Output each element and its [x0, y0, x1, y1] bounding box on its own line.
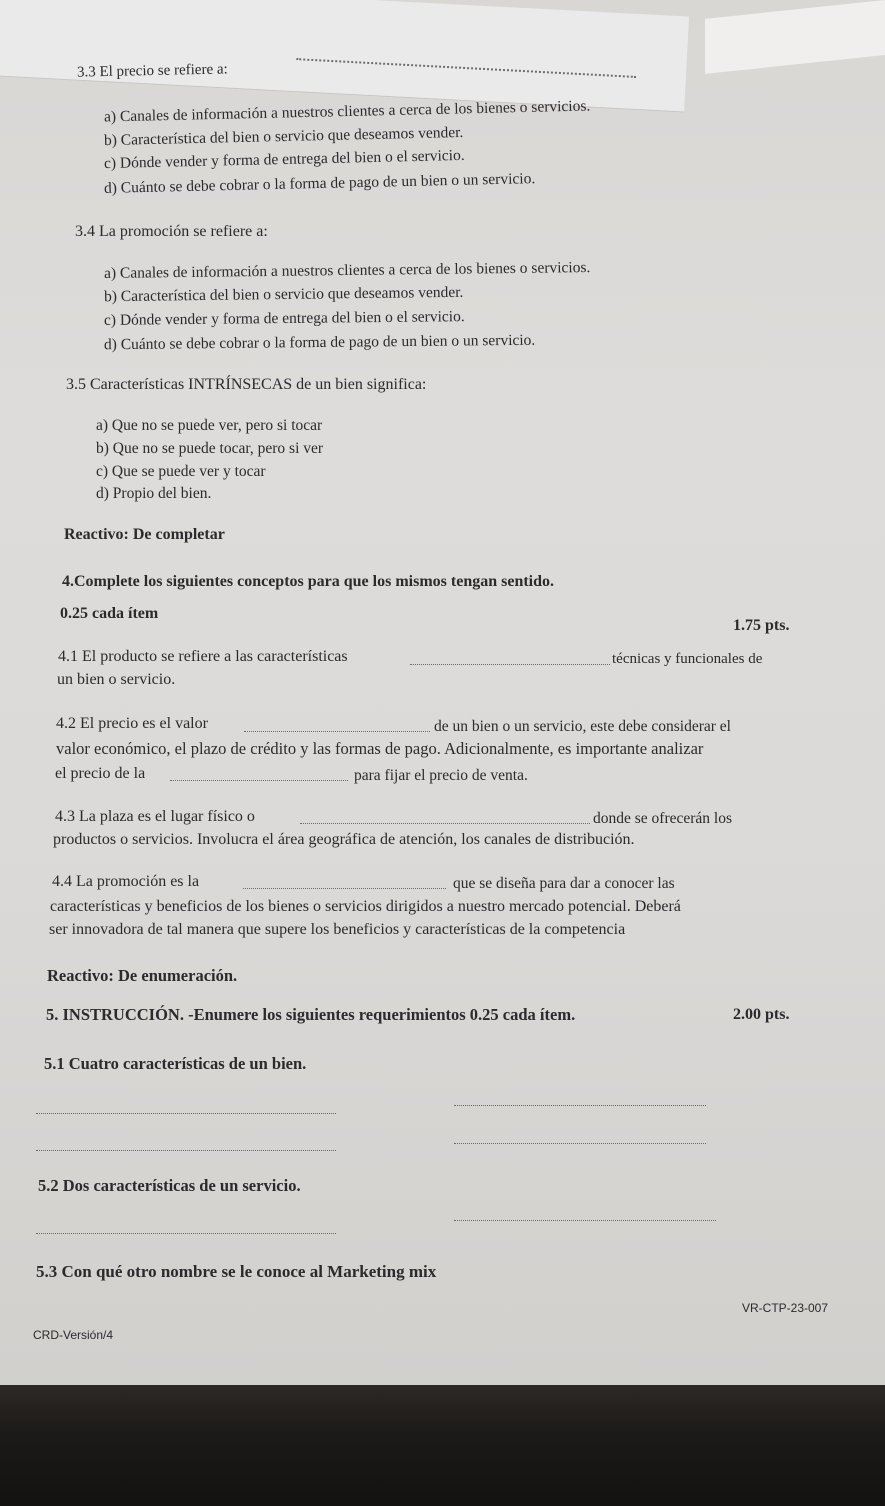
- q34-option-d: d) Cuánto se debe cobrar o la forma de pago de un bien o un servicio.: [103, 331, 536, 354]
- question-3-5-title: 3.5 Características INTRÍNSECAS de un bien significa:: [66, 376, 427, 393]
- item-4-4-text-end: que se diseña para dar a conocer las: [453, 875, 675, 892]
- answer-line-5-1-a[interactable]: [36, 1113, 336, 1114]
- answer-line-5-1-b[interactable]: [454, 1105, 706, 1106]
- answer-line-5-1-d[interactable]: [454, 1143, 706, 1144]
- item-4-4-text-start: 4.4 La promoción es la: [52, 873, 200, 890]
- q33-option-d: d) Cuánto se debe cobrar o la forma de pago de un bien o un servicio.: [103, 170, 536, 197]
- item-5-2-title: 5.2 Dos características de un servicio.: [38, 1176, 301, 1195]
- paper-corner: [705, 0, 885, 74]
- answer-line-5-1-c[interactable]: [36, 1150, 336, 1151]
- dotted-line: [296, 58, 636, 78]
- q35-option-d: d) Propio del bien.: [96, 485, 212, 502]
- question-5-instruction: 5. INSTRUCCIÓN. -Enumere los siguientes requerimientos 0.25 cada ítem.: [46, 1005, 576, 1024]
- item-5-3-title: 5.3 Con qué otro nombre se le conoce al Marketing mix: [36, 1262, 437, 1281]
- item-4-1-text-start: 4.1 El producto se refiere a las características: [58, 648, 348, 665]
- blank-4-2-a[interactable]: [244, 731, 430, 732]
- q34-option-c: c) Dónde vender y forma de entrega del bien o el servicio.: [103, 308, 465, 329]
- question-4-per-item: 0.25 cada ítem: [60, 605, 159, 622]
- section-heading-completar: Reactivo: De completar: [64, 526, 225, 543]
- item-5-1-title: 5.1 Cuatro características de un bien.: [44, 1054, 307, 1073]
- blank-4-1[interactable]: [410, 664, 610, 665]
- item-4-2-text-line3-end: para fijar el precio de venta.: [354, 767, 528, 784]
- blank-4-3[interactable]: [300, 823, 590, 824]
- q33-option-c: c) Dónde vender y forma de entrega del bien o el servicio.: [103, 146, 465, 173]
- q34-option-a: a) Canales de información a nuestros clientes a cerca de los bienes o servicios.: [103, 259, 591, 282]
- item-4-1-text-line2: un bien o servicio.: [57, 671, 176, 688]
- q34-option-b: b) Característica del bien o servicio que deseamos vender.: [103, 283, 464, 306]
- section-heading-enumeracion: Reactivo: De enumeración.: [47, 966, 238, 985]
- item-4-3-text-line2: productos o servicios. Involucra el área geográfica de atención, los canales de distribución.: [53, 831, 635, 848]
- item-4-2-text-mid: de un bien o un servicio, este debe considerar el: [434, 718, 731, 735]
- question-3-3-title: 3.3 El precio se refiere a:: [76, 61, 228, 81]
- item-4-1-text-end: técnicas y funcionales de: [612, 651, 763, 667]
- q35-option-a: a) Que no se puede ver, pero si tocar: [96, 417, 323, 434]
- question-4-instruction: 4.Complete los siguientes conceptos para que los mismos tengan sentido.: [62, 573, 555, 590]
- q33-option-b: b) Característica del bien o servicio que deseamos vender.: [103, 123, 464, 150]
- question-4-points: 1.75 pts.: [733, 617, 790, 634]
- q33-option-a: a) Canales de información a nuestros clientes a cerca de los bienes o servicios.: [103, 97, 591, 126]
- item-4-2-text-line2: valor económico, el plazo de crédito y las formas de pago. Adicionalmente, es importante analizar: [56, 739, 704, 758]
- blank-4-4[interactable]: [243, 888, 446, 889]
- document-code: VR-CTP-23-007: [742, 1301, 829, 1315]
- underlying-sheet: [0, 0, 689, 113]
- q35-option-c: c) Que se puede ver y tocar: [96, 463, 266, 480]
- item-4-2-text-line3-start: el precio de la: [55, 765, 146, 782]
- item-4-4-text-line2: características y beneficios de los bienes o servicios dirigidos a nuestro mercado potencial. Deberá: [50, 898, 681, 915]
- question-3-4-title: 3.4 La promoción se refiere a:: [75, 223, 268, 240]
- item-4-4-text-line3: ser innovadora de tal manera que supere los beneficios y características de la competencia: [49, 921, 626, 938]
- blank-4-2-b[interactable]: [170, 780, 348, 781]
- answer-line-5-2-b[interactable]: [454, 1220, 716, 1221]
- item-4-3-text-start: 4.3 La plaza es el lugar físico o: [55, 808, 255, 825]
- q35-option-b: b) Que no se puede tocar, pero si ver: [96, 440, 324, 457]
- question-5-points: 2.00 pts.: [733, 1006, 790, 1023]
- table-surface: [0, 1385, 885, 1506]
- item-4-2-text-start: 4.2 El precio es el valor: [56, 715, 208, 732]
- item-4-3-text-end: donde se ofrecerán los: [593, 810, 733, 827]
- answer-line-5-2-a[interactable]: [36, 1233, 336, 1234]
- document-version: CRD-Versión/4: [33, 1328, 114, 1342]
